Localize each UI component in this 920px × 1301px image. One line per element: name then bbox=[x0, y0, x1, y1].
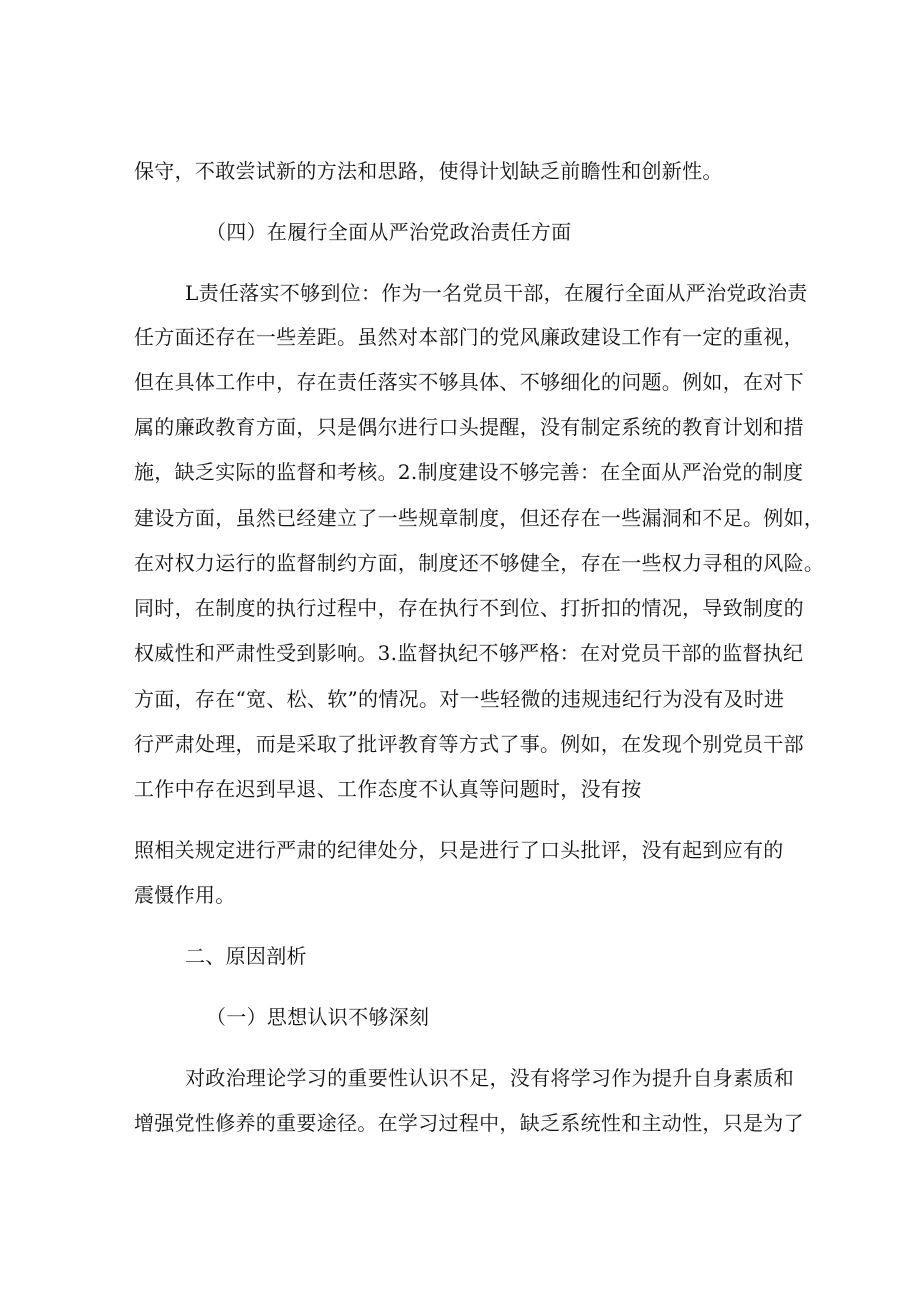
paragraph-line: 同时，在制度的执行过程中，存在执行不到位、打折扣的情况，导致制度的 bbox=[134, 596, 804, 620]
paragraph-line: 保守，不敢尝试新的方法和思路，使得计划缺乏前瞻性和创新性。 bbox=[134, 159, 723, 183]
paragraph-line: 在对权力运行的监督制约方面，制度还不够健全，存在一些权力寻租的风险。 bbox=[134, 551, 825, 575]
paragraph-line: 方面，存在“宽、松、软”的情况。对一些轻微的违规违纪行为没有及时进 bbox=[134, 687, 785, 711]
paragraph-line: 但在具体工作中，存在责任落实不够具体、不够细化的问题。例如，在对下 bbox=[134, 370, 804, 394]
section-heading: 二、原因剖析 bbox=[185, 944, 307, 968]
paragraph-line: 工作中存在迟到早退、工作态度不认真等问题时，没有按 bbox=[134, 777, 642, 801]
paragraph-line: 施，缺乏实际的监督和考核。2.制度建设不够完善：在全面从严治党的制度 bbox=[134, 460, 804, 484]
paragraph-line: 权威性和严肃性受到影响。3.监督执纪不够严格：在对党员干部的监督执纪 bbox=[134, 641, 804, 665]
paragraph-line: 照相关规定进行严肃的纪律处分，只是进行了口头批评，没有起到应有的 bbox=[134, 838, 784, 862]
subsection-heading: （一）思想认识不够深刻 bbox=[206, 1005, 430, 1029]
paragraph-line: 对政治理论学习的重要性认识不足，没有将学习作为提升自身素质和 bbox=[185, 1066, 794, 1090]
paragraph-line: 属的廉政教育方面，只是偶尔进行口头提醒，没有制定系统的教育计划和措 bbox=[134, 415, 804, 439]
paragraph-line: 震慑作用。 bbox=[134, 883, 236, 907]
paragraph-line: 增强党性修养的重要途径。在学习过程中，缺乏系统性和主动性，只是为了 bbox=[134, 1111, 804, 1135]
paragraph-line: L责任落实不够到位：作为一名党员干部，在履行全面从严治党政治责 bbox=[185, 281, 808, 305]
section-heading: （四）在履行全面从严治党政治责任方面 bbox=[206, 220, 572, 244]
paragraph-line: 行严肃处理，而是采取了批评教育等方式了事。例如，在发现个别党员干部 bbox=[134, 732, 804, 756]
paragraph-line: 任方面还存在一些差距。虽然对本部门的党风廉政建设工作有一定的重视， bbox=[134, 325, 804, 349]
paragraph-line: 建设方面，虽然已经建立了一些规章制度，但还存在一些漏洞和不足。例如， bbox=[134, 506, 825, 530]
